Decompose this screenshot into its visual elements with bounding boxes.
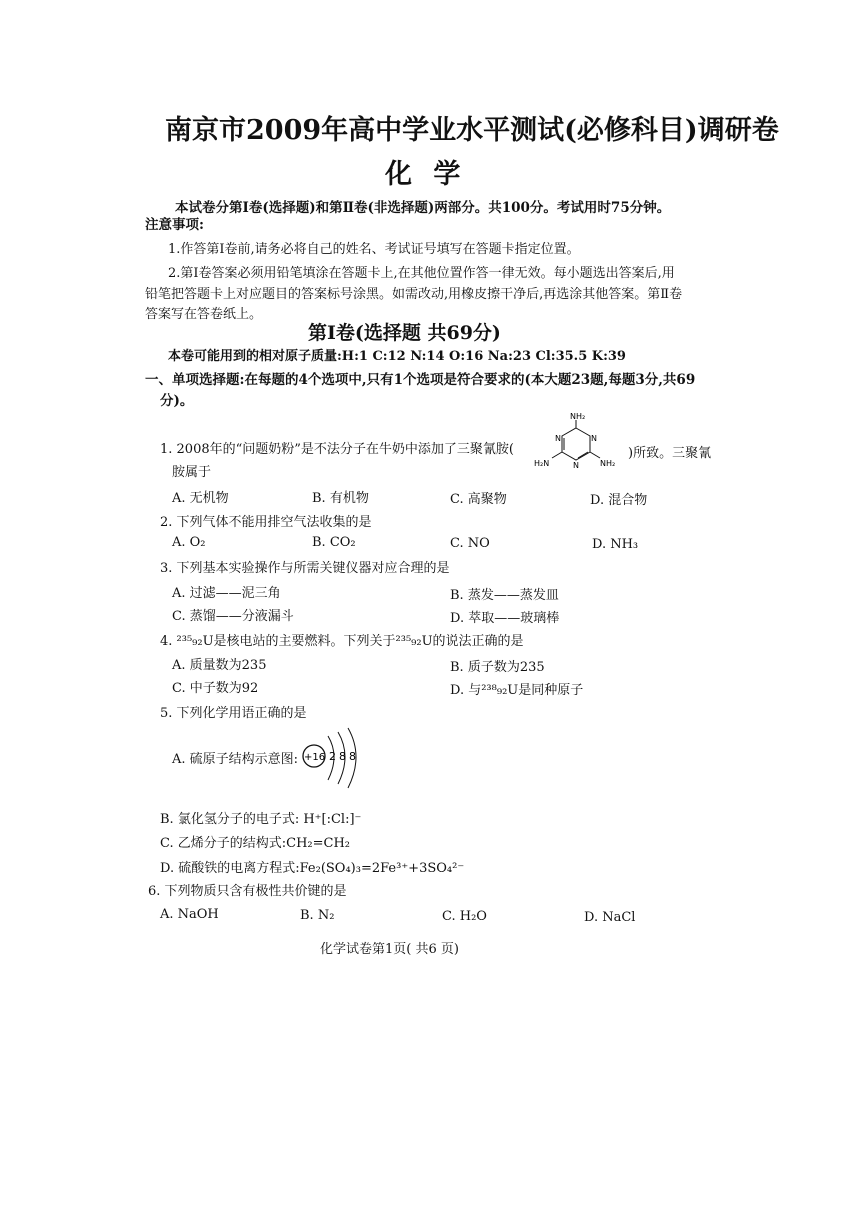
mcq-instruction-line-1: 一、单项选择题:在每题的4个选项中,只有1个选项是符合要求的(本大题23题,每题3分,共69 <box>145 372 696 388</box>
note-2-line-2: 铅笔把答题卡上对应题目的答案标号涂黑。如需改动,用橡皮擦干净后,再选涂其他答案。第Ⅱ卷 <box>145 287 683 302</box>
section-title: 第Ⅰ卷(选择题 共69分) <box>308 322 501 344</box>
q2-option-c[interactable]: C. NO <box>450 536 490 551</box>
question-2-stem: 2. 下列气体不能用排空气法收集的是 <box>160 515 372 530</box>
q4-option-d[interactable]: D. 与²³⁸₉₂U是同种原子 <box>450 683 584 698</box>
shell-2-electrons: 8 <box>339 750 346 763</box>
exam-title: 南京市2009年高中学业水平测试(必修科目)调研卷 <box>165 115 779 146</box>
q6-option-c[interactable]: C. H₂O <box>442 909 487 924</box>
question-1-stem-a: 1. 2008年的“问题奶粉”是不法分子在牛奶中添加了三聚氰胺( <box>160 442 514 457</box>
melamine-nh2-top: NH₂ <box>570 412 586 421</box>
q3-option-d[interactable]: D. 萃取——玻璃棒 <box>450 611 560 626</box>
q4-option-c[interactable]: C. 中子数为92 <box>172 681 259 696</box>
melamine-structure <box>520 412 632 480</box>
q2-option-b[interactable]: B. CO₂ <box>312 535 356 550</box>
q5-option-b[interactable]: B. 氯化氢分子的电子式: H⁺[:Cl:]⁻ <box>160 812 362 827</box>
question-3-stem: 3. 下列基本实验操作与所需关键仪器对应合理的是 <box>160 561 450 576</box>
shell-3-electrons: 8 <box>349 750 356 763</box>
exam-intro: 本试卷分第Ⅰ卷(选择题)和第Ⅱ卷(非选择题)两部分。共100分。考试用时75分钟。 <box>175 200 671 216</box>
q3-option-b[interactable]: B. 蒸发——蒸发皿 <box>450 588 559 603</box>
note-2-line-3: 答案写在答卷纸上。 <box>145 307 263 322</box>
q1-option-c[interactable]: C. 高聚物 <box>450 492 507 507</box>
q3-option-c[interactable]: C. 蒸馏——分液漏斗 <box>172 609 294 624</box>
question-4-stem: 4. ²³⁵₉₂U是核电站的主要燃料。下列关于²³⁵₉₂U的说法正确的是 <box>160 634 524 649</box>
question-1-stem-line-2: 胺属于 <box>172 465 212 480</box>
melamine-n-3: N <box>573 461 579 470</box>
page-footer: 化学试卷第1页( 共6 页) <box>320 942 459 957</box>
q6-option-a[interactable]: A. NaOH <box>160 907 219 922</box>
sulfur-atom-diagram <box>300 722 380 792</box>
q5-option-c[interactable]: C. 乙烯分子的结构式:CH₂=CH₂ <box>160 836 351 851</box>
melamine-n-2: N <box>555 434 561 443</box>
melamine-n-1: N <box>591 434 597 443</box>
nucleus-charge: +16 <box>304 752 326 763</box>
melamine-h2n-left: H₂N <box>534 459 550 468</box>
atomic-masses: 本卷可能用到的相对原子质量:H:1 C:12 N:14 O:16 Na:23 Cl:35.5 K:39 <box>168 349 626 364</box>
q5-option-d[interactable]: D. 硫酸铁的电离方程式:Fe₂(SO₄)₃=2Fe³⁺+3SO₄²⁻ <box>160 861 465 876</box>
question-5-stem: 5. 下列化学用语正确的是 <box>160 706 307 721</box>
q6-option-b[interactable]: B. N₂ <box>300 908 335 923</box>
subject-title: 化 学 <box>385 159 467 190</box>
q1-option-a[interactable]: A. 无机物 <box>172 491 229 506</box>
q4-option-b[interactable]: B. 质子数为235 <box>450 660 545 675</box>
question-6-stem: 6. 下列物质只含有极性共价键的是 <box>148 884 347 899</box>
melamine-nh2-right: NH₂ <box>600 459 616 468</box>
q1-option-b[interactable]: B. 有机物 <box>312 491 369 506</box>
question-1-stem-b: )所致。三聚氰 <box>628 446 712 461</box>
q3-option-a[interactable]: A. 过滤——泥三角 <box>172 586 281 601</box>
q5-option-a[interactable]: A. 硫原子结构示意图: <box>172 752 299 767</box>
note-1: 1.作答第Ⅰ卷前,请务必将自己的姓名、考试证号填写在答题卡指定位置。 <box>168 242 580 257</box>
q1-option-d[interactable]: D. 混合物 <box>590 493 648 508</box>
note-2-line-1: 2.第Ⅰ卷答案必须用铅笔填涂在答题卡上,在其他位置作答一律无效。每小题选出答案后,用 <box>168 266 675 281</box>
q2-option-d[interactable]: D. NH₃ <box>592 537 639 552</box>
q4-option-a[interactable]: A. 质量数为235 <box>172 658 267 673</box>
q2-option-a[interactable]: A. O₂ <box>172 535 206 550</box>
notes-heading: 注意事项: <box>145 217 204 233</box>
shell-1-electrons: 2 <box>329 750 336 763</box>
q6-option-d[interactable]: D. NaCl <box>584 910 636 925</box>
mcq-instruction-line-2: 分)。 <box>160 393 194 409</box>
